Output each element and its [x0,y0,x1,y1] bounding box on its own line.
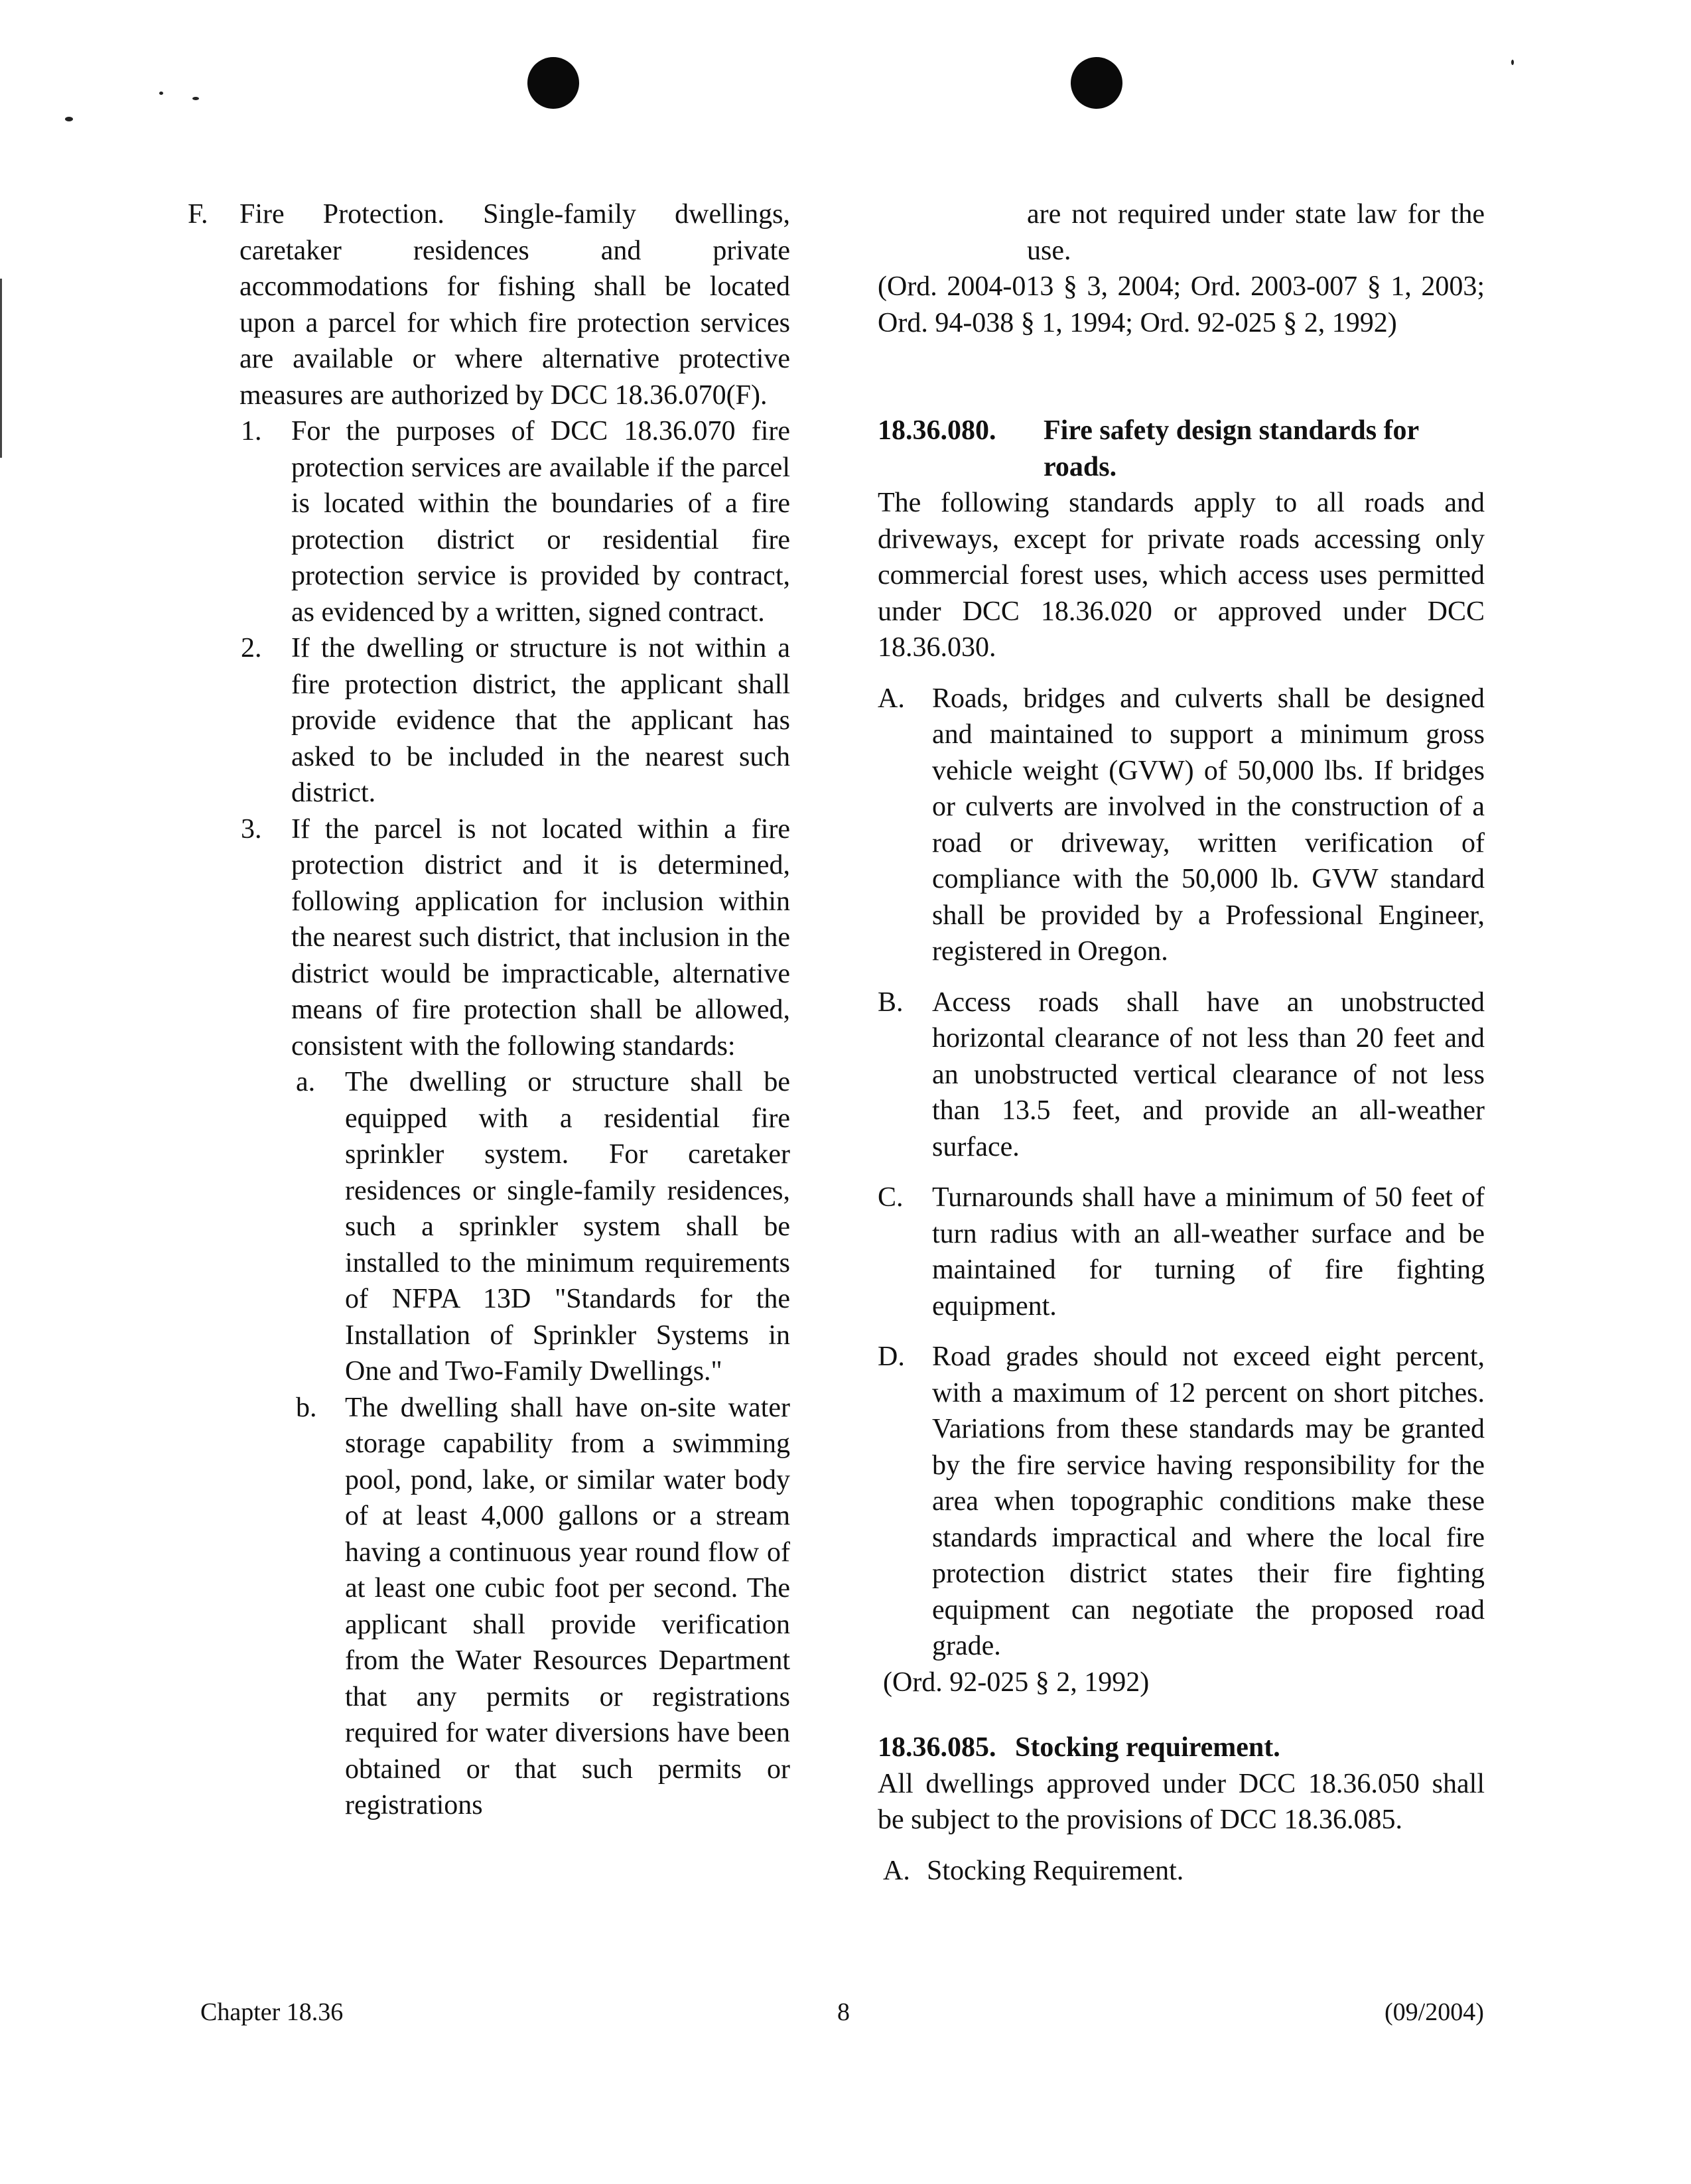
list-item-f1 [188,413,790,630]
continued-text: are not required under state law for the use. [1027,199,1485,266]
list-item-text: If the parcel is not located within a fire protection district and it is determined, following application for inclusion within the nearest such district, that inclusion in the district would be impracticable, alternative means of fire protection shall be allowed, consistent with the following standards: [291,813,790,1061]
scan-speck [192,97,199,100]
ordinance-history: (Ord. 92-025 § 2, 1992) [883,1667,1150,1698]
footer-page-number: 8 [837,1998,850,2026]
punch-hole-right [1071,57,1122,109]
list-marker: D. [878,1341,905,1372]
section-title: Fire safety design standards for roads. [1044,415,1419,482]
right-column [878,196,1485,1889]
footer-chapter: Chapter 18.36 [200,1998,344,2026]
section-number: 18.36.080. [878,415,996,446]
list-item-a [878,681,1485,970]
scan-speck [159,92,163,95]
list-item-f3a [188,1064,790,1390]
section-intro: All dwellings approved under DCC 18.36.050 shall be subject to the provisions of DCC 18.36.085. [878,1768,1485,1835]
list-item-a [878,1853,1485,1889]
list-item-text: The dwelling shall have on-site water storage capability from a swimming pool, pond, lake, or similar water body of at least 4,000 gallons or a stream having a continuous year round flow of at least one cubic foot per second. The applicant shall provide verification from the Water Resources Department that any permits or registrations required for water diversions have been obtained or that such permits or registrations [345,1392,790,1820]
footer-date: (09/2004) [1385,1998,1484,2026]
list-item-text: Roads, bridges and culverts shall be designed and maintained to support a minimum gross vehicle weight (GVW) of 50,000 lbs. If bridges or culverts are involved in the construction of a road or driveway, written verification of compliance with the 50,000 lb. GVW standard shall be provided by a Professional Engineer, registered in Oregon. [932,683,1485,967]
list-item-text: Stocking Requirement. [927,1855,1184,1886]
subsection-f-text: Fire Protection. Single-family dwellings, caretaker residences and private accommodations for fishing shall be located upon a parcel for which fire protection services are available or where alternative protective measures are authorized by DCC 18.36.070(F). [239,199,790,411]
list-item-text: The dwelling or structure shall be equipped with a residential fire sprinkler system. For caretaker residences or single-family residences, such a sprinkler system shall be installed to the minimum requirements of NFPA 13D "Standards for the Installation of Sprinkler Systems in One and Two-Family Dwellings." [345,1067,790,1387]
list-item-f3 [188,811,790,1065]
ordinance-history: (Ord. 2004-013 § 3, 2004; Ord. 2003-007 § 1, 2003; Ord. 94-038 § 1, 1994; Ord. 92-025 § 2, 1992) [878,271,1485,338]
list-marker: A. [878,683,905,714]
list-item-text: If the dwelling or structure is not within a fire protection district, the applicant shall provide evidence that the applicant has asked to be included in the nearest such district. [291,633,790,808]
list-item-d [878,1339,1485,1665]
section-number: 18.36.085. [878,1732,996,1763]
section-heading-18-36-085 [878,1730,1485,1766]
list-item-text: Access roads shall have an unobstructed horizontal clearance of not less than 20 feet and an unobstructed vertical clearance of not less than 13.5 feet, and provide an all-weather surface. [932,987,1485,1162]
left-column [188,196,790,1824]
scan-speck [65,117,73,121]
list-item-b [878,985,1485,1166]
list-item-f3b [188,1390,790,1824]
subsection-f [188,196,790,413]
list-marker: C. [878,1182,904,1213]
section-title: Stocking requirement. [1015,1732,1280,1763]
section-intro: The following standards apply to all roads and driveways, except for private roads accessing only commercial forest uses, which access uses permitted under DCC 18.36.020 or approved under DCC 18.36.030. [878,488,1485,663]
list-marker: 1. [241,416,262,446]
list-item-text: For the purposes of DCC 18.36.070 fire protection services are available if the parcel is located within the boundaries of a fire protection district or residential fire protection service is provided by contract, as evidenced by a written, signed contract. [291,416,790,628]
list-item-f2 [188,630,790,811]
scan-edge-line [0,279,2,458]
list-item-c [878,1180,1485,1324]
list-marker: 2. [241,633,262,663]
punch-hole-left [527,57,579,109]
list-marker: b. [296,1392,317,1423]
section-heading-18-36-080 [878,413,1485,485]
list-marker: a. [296,1067,316,1097]
list-marker: 3. [241,813,262,845]
list-marker: B. [878,987,904,1018]
scan-speck [1511,60,1514,65]
list-marker: F. [188,199,208,230]
list-item-text: Road grades should not exceed eight percent, with a maximum of 12 percent on short pitches. Variations from these standards may be granted by the fire service having responsibility for the area when topographic conditions make these standards impractical and where the local fire protection district states their fire fighting equipment can negotiate the proposed road grade. [932,1341,1485,1661]
list-item-text: Turnarounds shall have a minimum of 50 feet of turn radius with an all-weather surface and be maintained for turning of fire fighting equipment. [932,1182,1485,1322]
list-marker: A. [883,1855,910,1886]
